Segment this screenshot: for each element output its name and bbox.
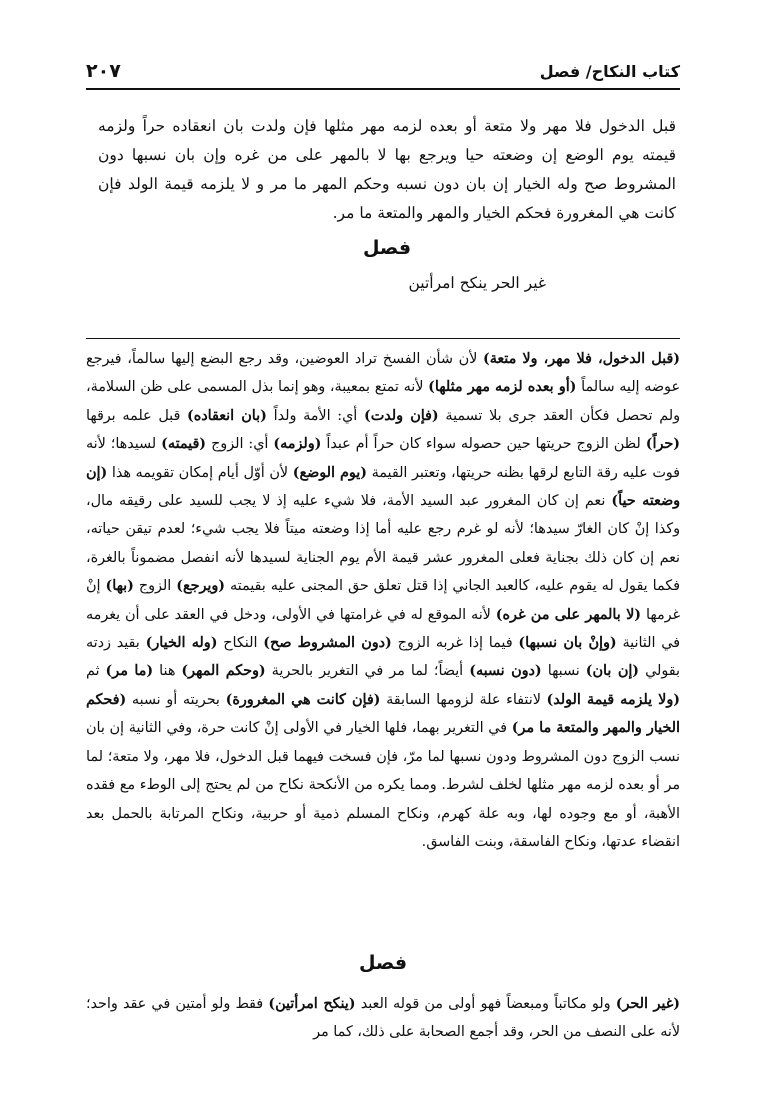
quoted-matn-phrase: (لا بالمهر على من غره) [495, 606, 642, 623]
quoted-matn-phrase: (فإن ولدت) [364, 407, 439, 424]
commentary-text: لأن شأن الفسخ تراد العوضين، وقد رجع البضع إليها سالماً، فيرجع عوضه إليه سالماً [86, 351, 680, 396]
commentary-paragraph [86, 345, 680, 856]
commentary-text: النكاح [217, 635, 264, 652]
quoted-matn-phrase: (دون نسبه) [469, 663, 542, 680]
section-heading: فصل [362, 237, 412, 259]
quoted-matn-phrase: (وإنْ بان نسبها) [518, 635, 617, 652]
commentary-text: هنا [153, 663, 182, 680]
quoted-matn-phrase: (ينكح امرأتين) [268, 996, 356, 1012]
commentary-continuation [86, 990, 680, 1047]
quoted-matn-phrase: (حراً) [645, 436, 680, 453]
page-number: ٢٠٧ [86, 60, 121, 82]
quoted-matn-phrase: (قبل الدخول، فلا مهر، ولا متعة) [482, 351, 680, 367]
commentary-text: قبل علمه برقها [86, 407, 188, 424]
commentary-text: في التغرير بهما، فلها الخيار في الأولى إنْ كانت حرة، وفي الثانية إن بان نسب الزوج دون المشروط ودون نسبها لما مرّ، فإن فسخت فيهما قبل الدخول، فلا مهر، ولا متعة؛ لما مر أو بعده لزمه مهر مثلها لخلف لشرط. ومما يكره من الأنكحة نكاح من لم يحتج إلى الوطء مع فقده الأهبة، أو مع وجوده لها، وبه علة كهرم، ونكاح المسلم ذمية أو حربية، ونكاح المرتابة بالحمل بعد انقضاء عدتها، ونكاح الفاسقة، وبنت الفاسق. [86, 720, 680, 850]
section-subline: غير الحر ينكح امرأتين [408, 274, 546, 292]
quoted-matn-phrase: (أو بعده لزمه مهر مثلها) [428, 379, 577, 396]
commentary [86, 345, 680, 856]
quoted-matn-phrase: (بان انعقاده) [187, 407, 267, 424]
separator-rule [86, 338, 680, 339]
commentary-text: لسيدها؛ لأنه فوت عليه رقة التابع لرقها بظنه حريتها، وتعتبر القيمة [86, 436, 680, 481]
commentary-paragraph-2 [86, 990, 680, 1047]
commentary-text: أي: الزوج [206, 436, 274, 453]
commentary-text: إنْ غرمها [86, 578, 681, 623]
commentary-text: لأن أوّل أيام إمكان تقويمه هذا [107, 464, 293, 481]
running-header [86, 58, 680, 90]
commentary-text: نعم إن كان المغرور عبد السيد الأمة، فلا شيء عليه إذ لا يجب للسيد على رقيقه مال، وكذا إنْ كان الغارّ سيدها؛ لأنه لو غرم رجع عليه أما إذا وضعته ميتاً فلا يجب شيء؛ لعدم تيقن حياته، نعم إن كان ذلك بجناية فعلى المغرور عشر قيمة الأم يوم الجناية لسيدها لأنه انفصل مضموناً بالغرة، فكما يقول له يقوم عليه، كالعبد الجاني إذا قتل تعلق حق المجنى عليه بقيمته [86, 493, 680, 595]
quoted-matn-phrase: (فحكم الخيار والمهر والمتعة ما مر) [86, 691, 681, 737]
quoted-matn-phrase: (إن بان) [585, 663, 640, 680]
quoted-matn-phrase: (ولا يلزمه قيمة الولد) [546, 691, 680, 708]
quoted-matn-phrase: (ما مر) [105, 663, 154, 680]
quoted-matn-phrase: (وله الخيار) [145, 635, 218, 652]
commentary-text: الزوج [133, 578, 177, 595]
quoted-matn-phrase: (ويرجع) [176, 578, 225, 595]
main-text [98, 112, 676, 298]
quoted-matn-phrase: (دون المشروط صح) [263, 635, 392, 652]
commentary-text: لظن الزوج حريتها حين حصوله سواء كان حراً أم عبداً [321, 436, 646, 453]
quoted-matn-phrase: (وحكم المهر) [181, 663, 266, 680]
commentary-text: أيضاً؛ لما مر في التغرير بالحرية [265, 663, 470, 680]
commentary-text: نسبها [541, 663, 586, 680]
quoted-matn-phrase: (إن وضعته حياً) [86, 464, 681, 510]
quoted-matn-phrase: (غير الحر) [615, 996, 680, 1012]
commentary-text: فقط ولو أمتين في عقد واحد؛ لأنه على النصف من الحر، وقد أجمع الصحابة على ذلك، كما مر [86, 996, 680, 1041]
quoted-matn-phrase: (ولزمه) [273, 436, 322, 453]
quoted-matn-phrase: (يوم الوضع) [292, 464, 367, 481]
quoted-matn-phrase: (بها) [105, 578, 134, 595]
chapter-title: كتاب النكاح/ فصل [539, 62, 680, 81]
commentary-text: لانتفاء علة لزومها السابقة [380, 691, 547, 708]
commentary-section-heading: فصل [358, 952, 408, 974]
commentary-text: ولو مكاتباً ومبعضاً فهو أولى من قوله العبد [355, 996, 616, 1012]
commentary-text: ثم [86, 663, 106, 680]
quoted-matn-phrase: (قيمته) [161, 436, 207, 453]
main-text-paragraph: قبل الدخول فلا مهر ولا متعة أو بعده لزمه مهر مثلها فإن ولدت بان انعقاده حراً ولزمه قيمته يوم الوضع إن وضعته حيا ويرجع بها لا بالمهر على من غره وإن بان نسبها دون المشروط صح وله الخيار إن بان دون نسبه وحكم المهر ما مر و لا يلزمه قيمة الولد فإن كانت هي المغرورة فحكم الخيار والمهر والمتعة ما مر. [98, 117, 676, 222]
commentary-text: أي: الأمة ولداً [266, 407, 365, 424]
commentary-text: لأنه تمتع بمعيبة، وهو إنما بذل المسمى على ظن السلامة، ولم تحصل فكأن العقد جرى بلا تسمية [86, 379, 681, 424]
commentary-text: لأنه الموقع له في غرامتها في الأولى، ودخل في العقد على أن يغرمه في الثانية [86, 606, 681, 652]
commentary-text: بقيد زدته بقولي [86, 635, 680, 680]
quoted-matn-phrase: (فإن كانت هي المغرورة) [225, 691, 381, 708]
commentary-text: بحريته أو نسبه [126, 691, 226, 708]
commentary-text: فيما إذا غربه الزوج [391, 635, 519, 652]
